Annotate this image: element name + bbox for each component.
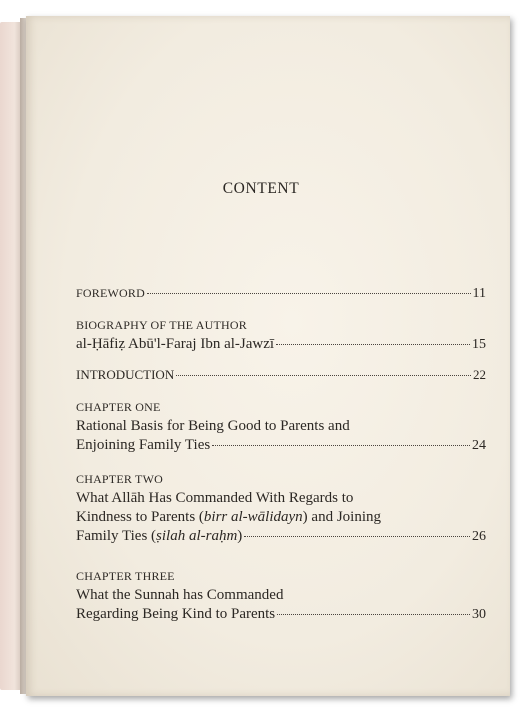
toc-label-line: Rational Basis for Being Good to Parents and <box>76 418 350 434</box>
toc-entry-foreword <box>76 286 486 302</box>
toc-label-line: Kindness to Parents (birr al-wālidayn) and Joining <box>76 509 381 525</box>
toc-heading: CHAPTER THREE <box>76 569 175 583</box>
toc-heading: CHAPTER TWO <box>76 472 163 486</box>
toc-entry-biography <box>76 318 486 353</box>
toc-heading: BIOGRAPHY OF THE AUTHOR <box>76 318 247 332</box>
toc-label: Regarding Being Kind to Parents <box>76 606 276 622</box>
leader-dots <box>277 614 470 615</box>
toc-page-number: 15 <box>472 337 486 352</box>
toc-entry-chapter-three <box>76 569 486 623</box>
toc-label: INTRODUCTION <box>76 367 175 382</box>
page-title: CONTENT <box>222 180 300 197</box>
italic-term: ṣilah al-raḥm <box>156 528 238 544</box>
leader-dots <box>244 536 470 537</box>
toc-label: Enjoining Family Ties <box>76 437 211 453</box>
italic-term: birr al-wālidayn <box>203 509 303 525</box>
toc-label: Family Ties (ṣilah al-raḥm) <box>76 528 243 544</box>
toc-label-line: What the Sunnah has Commanded <box>76 587 284 603</box>
leader-dots <box>176 375 471 376</box>
toc-label: FOREWORD <box>76 286 145 300</box>
toc-heading: CHAPTER ONE <box>76 400 161 414</box>
leader-dots <box>212 445 470 446</box>
toc-page-number: 30 <box>472 607 486 622</box>
toc-entry-chapter-one <box>76 400 486 454</box>
toc-entry-introduction <box>76 367 486 383</box>
toc-label: al-Ḥāfiẓ Abū'l-Faraj Ibn al-Jawzī <box>76 336 275 352</box>
toc-entry-chapter-two <box>76 472 486 545</box>
toc-page-number: 26 <box>472 529 486 544</box>
leader-dots <box>147 293 471 294</box>
leader-dots <box>276 344 470 345</box>
toc-page-number: 24 <box>472 438 486 453</box>
toc-page-number: 22 <box>473 367 486 382</box>
toc-label-line: What Allāh Has Commanded With Regards to <box>76 490 354 506</box>
toc-page-number: 11 <box>472 286 486 301</box>
